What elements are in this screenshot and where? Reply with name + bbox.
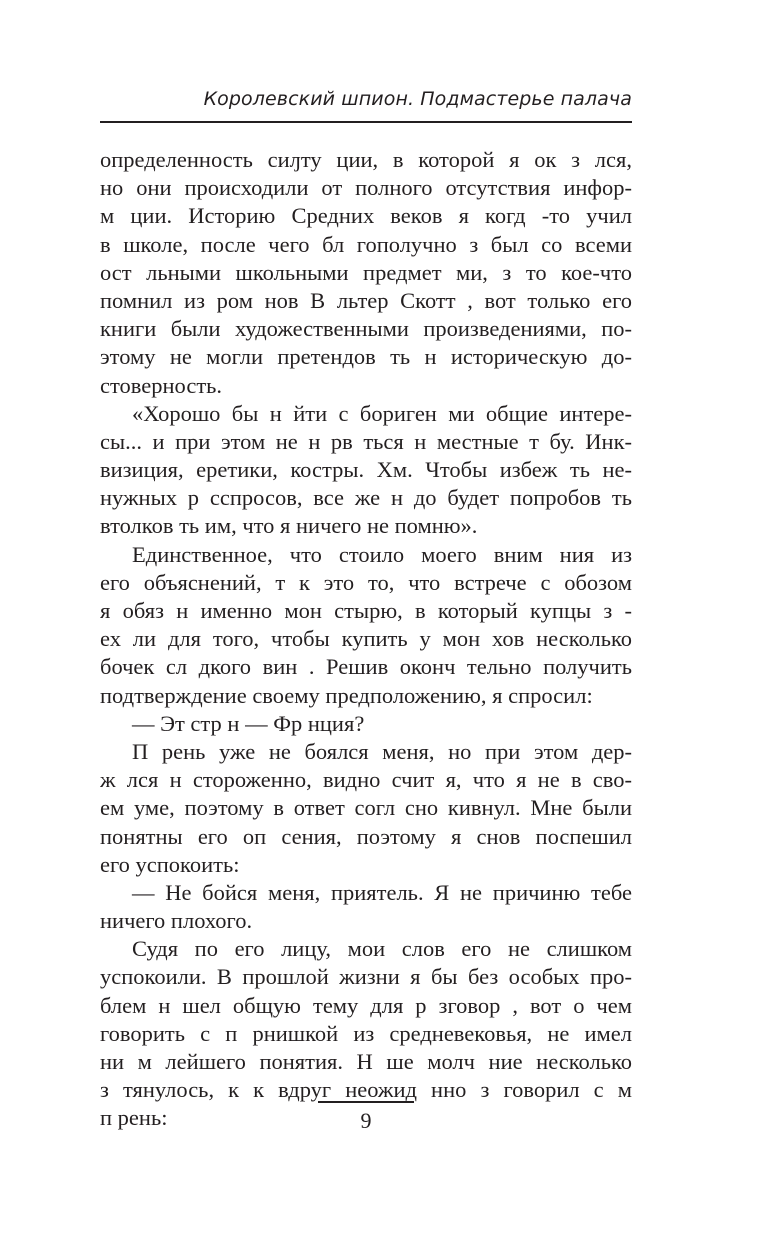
page-number: 9 (360, 1108, 372, 1133)
text-line: говорить с п рнишкой из средневековья, не имел (100, 1020, 632, 1046)
text-line: понятны его оп сения, поэтому я снов поспешил (100, 823, 632, 849)
text-line: этому не могли претендов ть н историческую до- (100, 344, 632, 370)
text-line: ост льными школьными предмет ми, з то кое-что (100, 259, 632, 285)
text-line: «Хорошо бы н йти с бориген ми общие интере- (132, 400, 632, 426)
text-line: сы... и при этом не н рв ться н местные т бу. Инк- (100, 428, 632, 454)
text-line: помнил из ром нов В льтер Скотт , вот только его (100, 287, 632, 313)
text-line: ж лся н стороженно, видно счит я, что я не в сво- (100, 767, 632, 793)
text-line: П рень уже не боялся меня, но при этом дер- (132, 738, 632, 764)
body-text (100, 146, 632, 1133)
text-line: блем н шел общую тему для р зговор , вот о чем (100, 992, 632, 1018)
text-line: ничего плохого. (100, 908, 253, 934)
text-line: бочек сл дкого вин . Решив оконч тельно получить (100, 654, 632, 680)
text-line: ех ли для того, чтобы купить у мон хов несколько (100, 626, 632, 652)
text-line: я обяз н именно мон стырю, в который купцы з - (100, 598, 632, 623)
text-line: в школе, после чего бл гополучно з был со всеми (100, 231, 632, 257)
text-line: Единственное, что стоило моего вним ния из (132, 541, 632, 567)
text-line: определенность сиԓту ции, в которой я ок з лся, (100, 147, 632, 172)
header-rule (100, 121, 632, 123)
text-line: визиция, еретики, костры. Хм. Чтобы избеж ть не- (100, 457, 632, 483)
text-line: з тянулось, к к вдруг неожид нно з говорил с м (100, 1077, 632, 1103)
footer-rule (318, 1101, 414, 1103)
text-line: м ции. Историю Средних веков я когд -то учил (100, 203, 632, 229)
text-line: его объяснений, т к это то, что встрече с обозом (100, 569, 632, 595)
text-line: Судя по его лицу, мои слов его не слишком (132, 936, 632, 962)
text-line: — Эт стр н — Фр нция? (132, 710, 365, 736)
text-line: ем уме, поэтому в ответ согл сно кивнул. Мне были (100, 795, 632, 821)
text-line: — Не бойся меня, приятель. Я не причиню тебе (132, 879, 632, 905)
running-header: Королевский шпион. Подмастерье палача (203, 88, 632, 110)
text-line: ни м лейшего понятия. Н ше молч ние несколько (100, 1049, 632, 1074)
text-line: успокоили. В прошлой жизни я бы без особых про- (100, 964, 632, 990)
text-line: стоверность. (100, 372, 223, 398)
text-line: его успокоить: (100, 851, 240, 877)
text-line: но они происходили от полного отсутствия инфор- (100, 175, 632, 201)
text-line: подтверждение своему предположению, я спросил: (100, 682, 593, 708)
text-line: нужных р сспросов, все же н до будет попробов ть (100, 485, 632, 511)
text-line: втолков ть им, что я ничего не помню». (100, 513, 478, 539)
text-line: книги были художественными произведениями, по- (100, 316, 632, 342)
text-line: п рень: (100, 1105, 168, 1131)
